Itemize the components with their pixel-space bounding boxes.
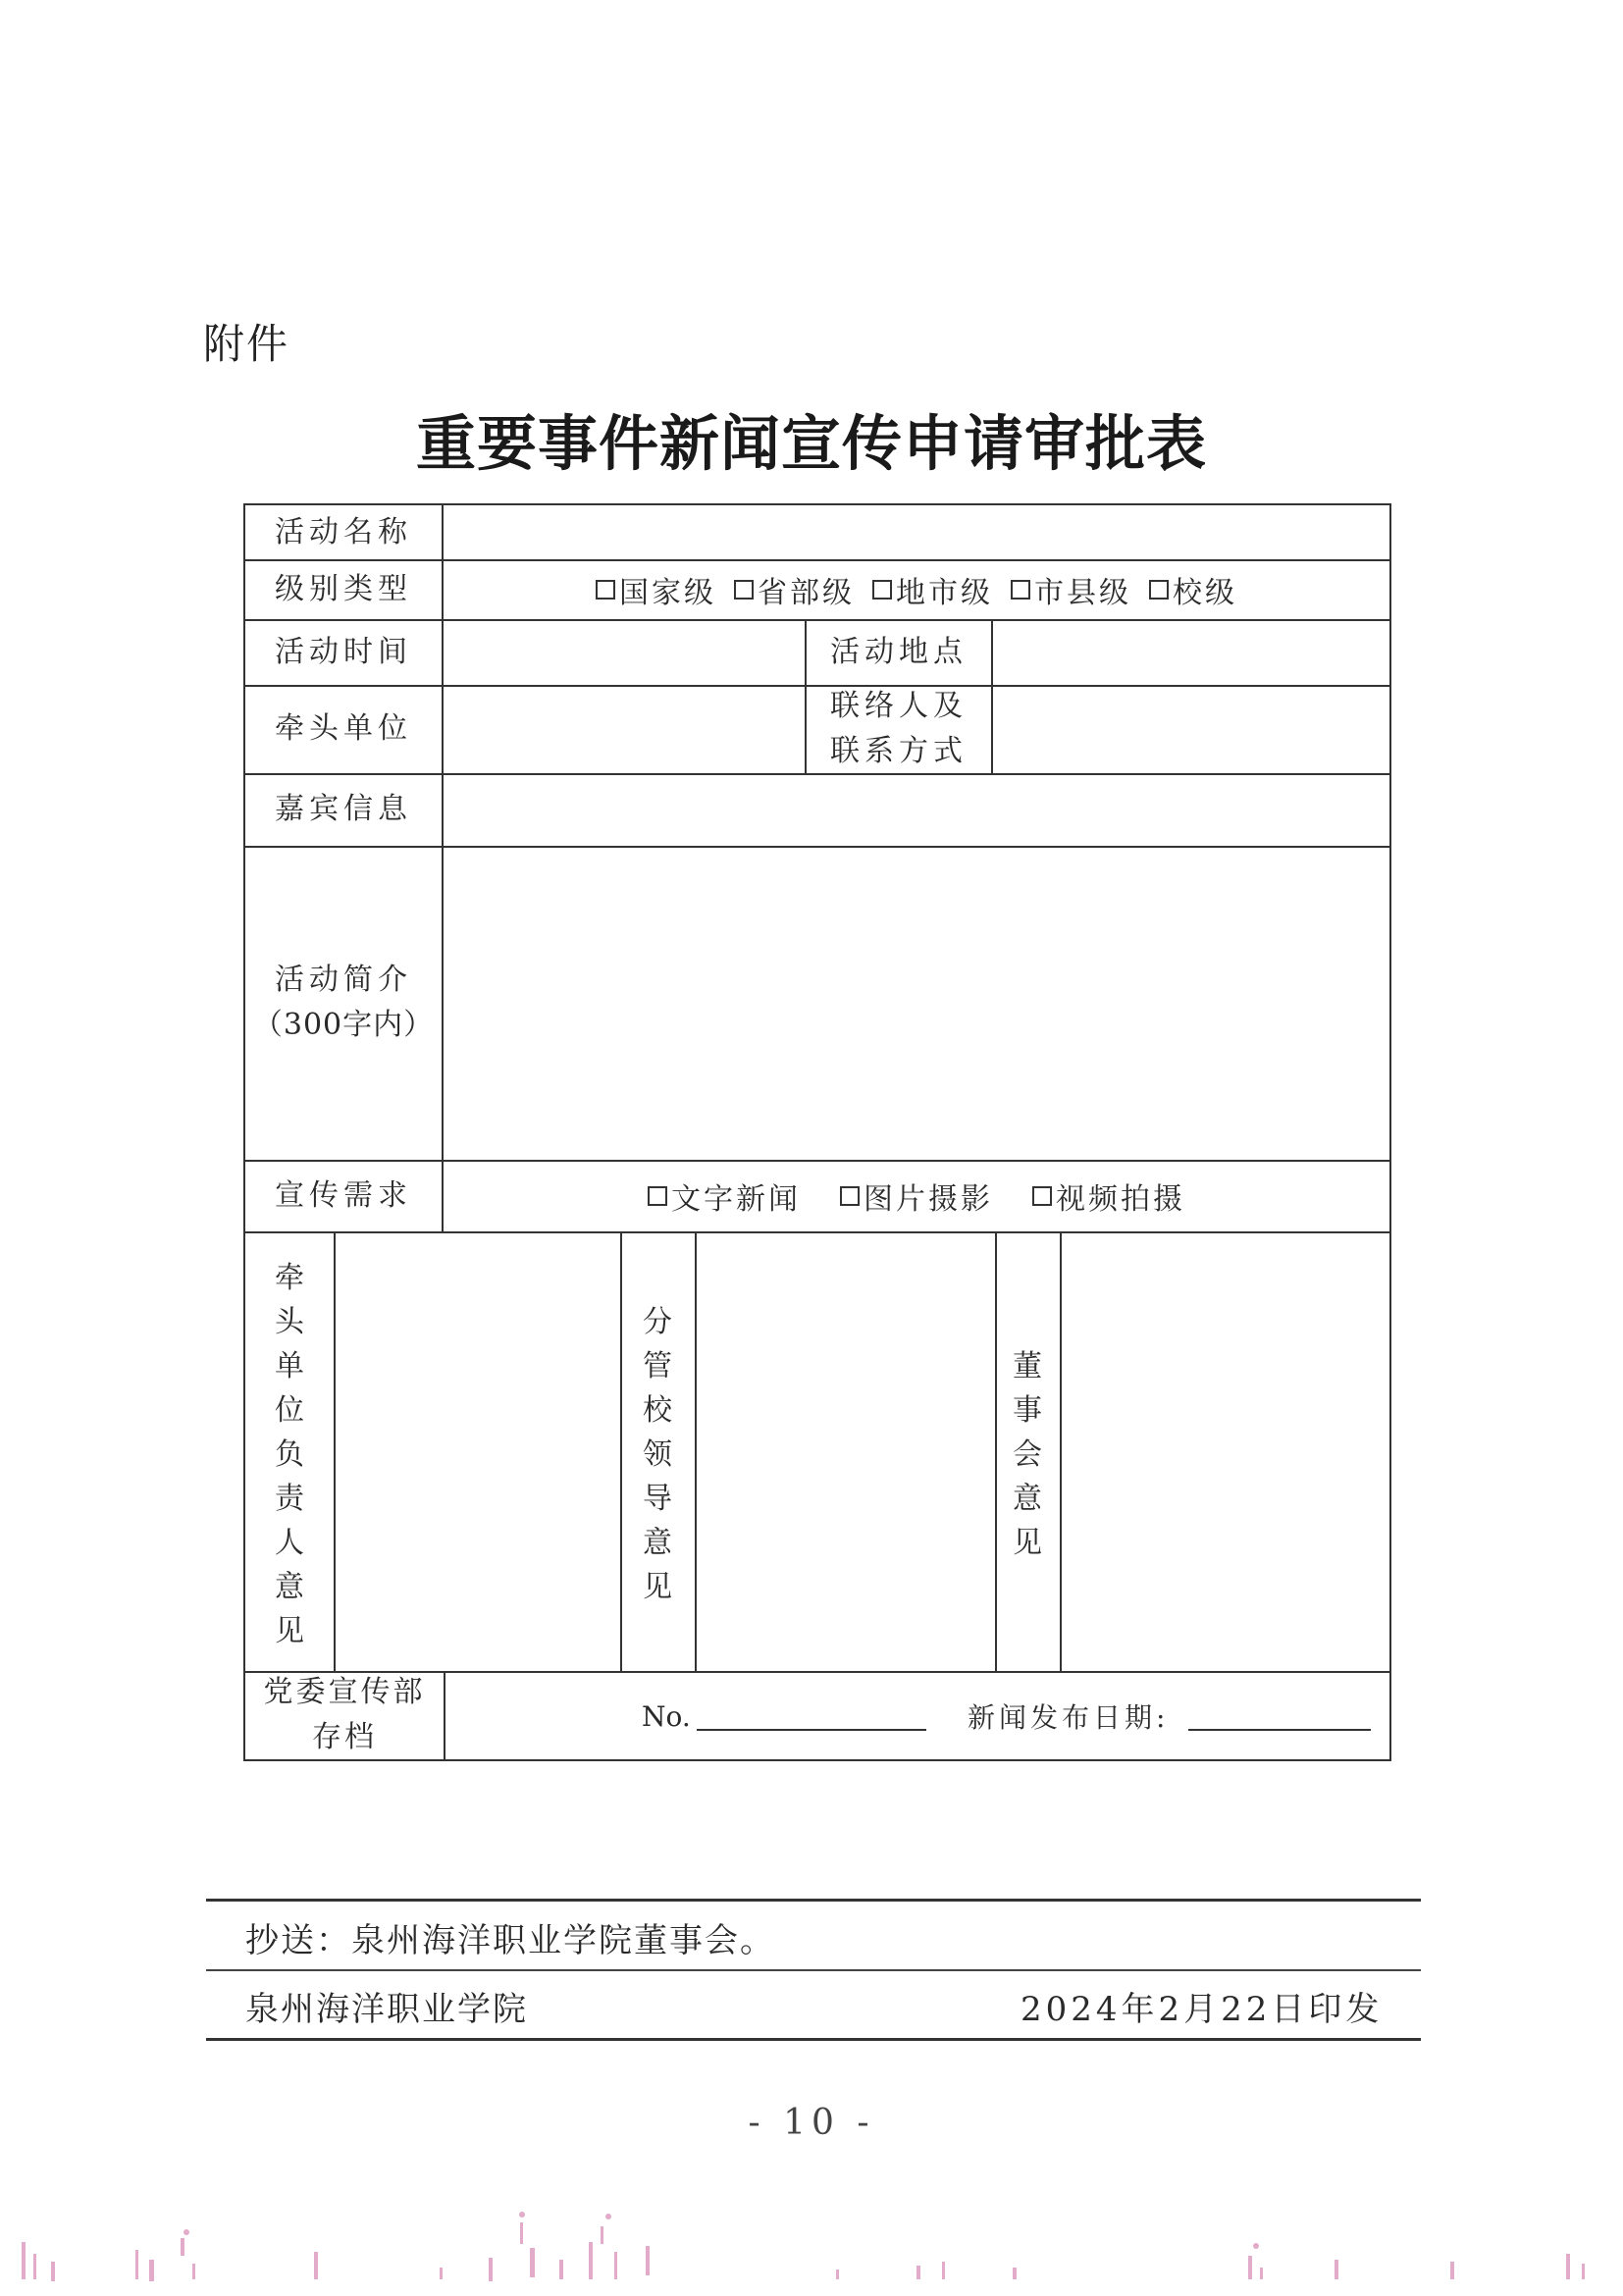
archive-label-line1: 党委宣传部 [263,1675,426,1709]
publicity-option-photo[interactable] [840,1174,993,1218]
guest-info-label: 嘉宾信息 [275,792,412,826]
level-option-school[interactable] [1149,568,1237,611]
board-opinion-label: 董事会意见 [1013,1349,1042,1560]
lead-unit-head-opinion-label: 牵头单位负责人意见 [275,1261,304,1648]
checkbox[interactable] [734,580,754,600]
contact-field[interactable] [993,685,1389,773]
news-date-label: 新闻发布日期: [968,1701,1170,1734]
board-opinion-field[interactable] [1062,1233,1389,1671]
lead-unit-head-opinion-field[interactable] [336,1233,620,1671]
intro-label [245,846,442,1160]
activity-time-field[interactable] [444,619,805,685]
publicity-option-text-news[interactable] [648,1174,801,1218]
column-divider [995,1231,997,1671]
publicity-option-video[interactable] [1032,1174,1185,1218]
issue-date: 2024年2月22日印发 [1021,1990,1384,2029]
approval-form-table [243,503,1391,1761]
archive-number-field[interactable] [697,1701,926,1731]
level-option-prefecture[interactable] [872,568,993,611]
level-option-label: 省部级 [758,575,855,610]
activity-time-label: 活动时间 [275,634,412,669]
level-option-label: 校级 [1173,575,1237,610]
checkbox[interactable] [648,1186,667,1206]
cc-line: 抄送：泉州海洋职业学院董事会。 [245,1921,775,1960]
level-option-label: 国家级 [619,575,716,610]
checkbox[interactable] [840,1186,860,1206]
intro-label-line2: （300字内） [252,1008,435,1042]
level-option-county[interactable] [1011,568,1131,611]
activity-name-field[interactable] [444,505,1389,559]
contact-label-line1: 联络人及 [830,689,968,723]
guest-info-field[interactable] [444,773,1389,846]
checkbox[interactable] [1011,580,1030,600]
footer-rule-top [206,1899,1421,1902]
issuer: 泉州海洋职业学院 [245,1990,528,2029]
footer-rule-middle [206,1969,1421,1971]
scan-stain-decoration [0,2203,1623,2296]
level-option-provincial[interactable] [734,568,855,611]
level-option-national[interactable] [596,568,716,611]
checkbox[interactable] [1032,1186,1052,1206]
publicity-option-label: 文字新闻 [671,1181,801,1217]
column-divider [444,1671,445,1759]
archive-label-line2: 存档 [312,1720,377,1754]
activity-place-field[interactable] [993,619,1389,685]
level-option-label: 地市级 [896,575,993,610]
news-date-area [968,1695,1371,1738]
archive-number-area [642,1695,926,1738]
checkbox[interactable] [596,580,615,600]
publicity-options [444,1160,1389,1231]
contact-label [807,685,991,773]
publicity-option-label: 图片摄影 [864,1181,993,1217]
no-label: No. [642,1699,691,1733]
news-date-field[interactable] [1188,1701,1371,1731]
checkbox[interactable] [872,580,892,600]
level-option-label: 市县级 [1034,575,1131,610]
form-title: 重要事件新闻宣传申请审批表 [415,409,1207,479]
publicity-option-label: 视频拍摄 [1056,1181,1185,1217]
activity-place-label: 活动地点 [830,634,968,669]
lead-unit-label: 牵头单位 [275,711,412,746]
publicity-needs-label: 宣传需求 [275,1177,412,1213]
intro-field[interactable] [444,846,1389,1160]
archive-label [245,1671,444,1759]
lead-unit-field[interactable] [444,685,805,773]
attachment-label: 附件 [203,320,290,368]
checkbox[interactable] [1149,580,1169,600]
intro-label-line1: 活动简介 [275,963,412,997]
school-leader-opinion-field[interactable] [697,1233,995,1671]
page-number: - 10 - [748,2103,875,2143]
activity-name-label: 活动名称 [275,514,412,549]
footer-rule-bottom [206,2038,1421,2041]
level-options [444,559,1389,619]
column-divider [620,1231,622,1671]
level-type-label: 级别类型 [275,571,412,606]
contact-label-line2: 联系方式 [830,734,968,768]
school-leader-opinion-label: 分管校领导意见 [643,1305,672,1604]
